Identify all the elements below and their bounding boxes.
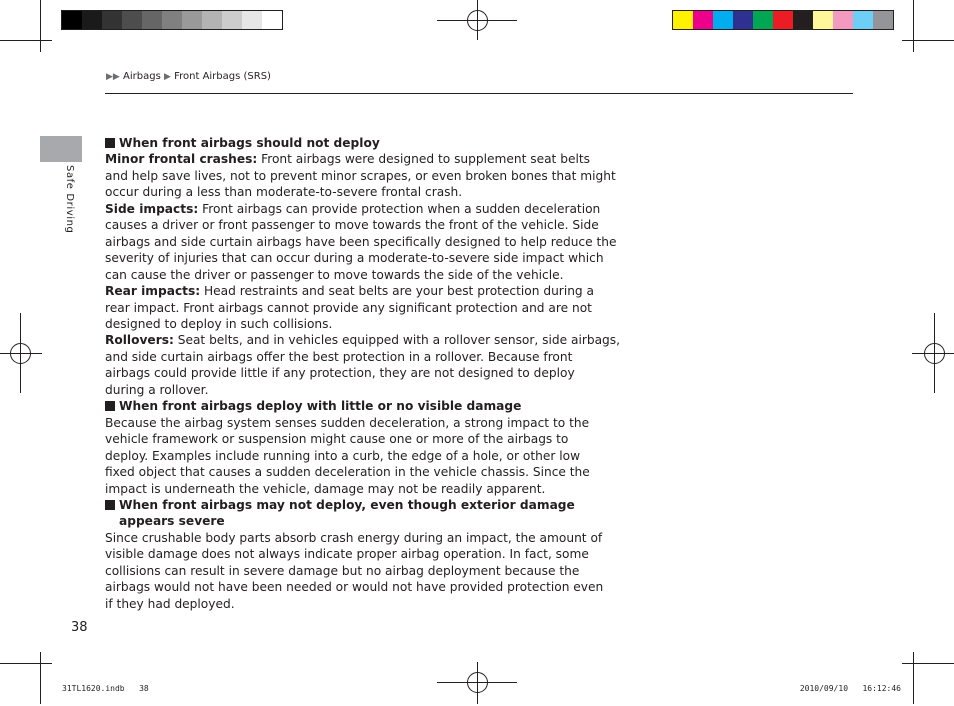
color-swatch (813, 11, 833, 29)
paragraph-line: Rear impacts: Head restraints and seat belts are your best protection during a (105, 284, 595, 299)
breadcrumb-level-2[interactable]: Front Airbags (SRS) (174, 71, 271, 82)
paragraph-line: Minor frontal crashes: Front airbags were designed to supplement seat belts (105, 152, 590, 167)
gray-swatch (142, 11, 162, 29)
section-heading-continued: appears severe (119, 514, 225, 529)
section-heading: When front airbags should not deploy (105, 135, 575, 151)
paragraph-line: airbags would not have been needed or would not have provided protection even (105, 580, 604, 595)
page-content (105, 135, 621, 612)
color-swatch (693, 11, 713, 29)
square-bullet-icon (105, 401, 115, 411)
breadcrumb-level-1[interactable]: Airbags (123, 71, 161, 82)
paragraph-line: impact is underneath the vehicle, damage may not be readily apparent. (105, 481, 546, 496)
color-swatch (773, 11, 793, 29)
color-swatch (673, 11, 693, 29)
breadcrumb (106, 71, 271, 82)
paragraph-line: fixed object that causes a sudden deceleration in the vehicle chassis. Since the (105, 465, 590, 480)
breadcrumb-arrow-icon: ▶▶ (106, 72, 120, 82)
gray-swatch (122, 11, 142, 29)
paragraph-line: Because the airbag system senses sudden deceleration, a strong impact to the (105, 415, 590, 430)
square-bullet-icon (105, 500, 115, 510)
paragraph-line: Since crushable body parts absorb crash energy during an impact, the amount of (105, 530, 603, 545)
paragraph-line: Side impacts: Front airbags can provide protection when a sudden deceleration (105, 201, 601, 216)
paragraph-line: vehicle framework or suspension might cause one or more of the airbags to (105, 432, 569, 447)
color-swatch (873, 11, 893, 29)
paragraph-line: causes a driver or front passenger to move towards the front of the vehicle. Side (105, 218, 599, 233)
registration-mark-top (437, 0, 517, 44)
registration-mark-bottom (437, 662, 517, 706)
paragraph-line: airbags could provide little if any protection, they are not designed to deploy (105, 366, 575, 381)
paragraph-line: and side curtain airbags offer the best protection in a rollover. Because front (105, 349, 573, 364)
gray-swatch (222, 11, 242, 29)
gray-swatch (162, 11, 182, 29)
section-heading: When front airbags deploy with little or no visible damage (105, 398, 575, 414)
color-swatch (753, 11, 773, 29)
print-slug-timestamp: 2010/09/10 16:12:46 (799, 684, 901, 693)
chapter-label: Safe Driving (64, 165, 75, 234)
square-bullet-icon (105, 138, 115, 148)
paragraph-line: rear impact. Front airbags cannot provide any significant protection and are not (105, 300, 592, 315)
registration-mark-right (912, 313, 954, 393)
paragraph-line: during a rollover. (105, 382, 209, 397)
gray-swatch (262, 11, 282, 29)
gray-swatch (202, 11, 222, 29)
color-swatch (733, 11, 753, 29)
gray-swatch (242, 11, 262, 29)
paragraph-line: visible damage does not always indicate proper airbag operation. In fact, some (105, 547, 589, 562)
chapter-tab (40, 136, 82, 162)
color-swatch (713, 11, 733, 29)
section-heading: When front airbags may not deploy, even though exterior damage (105, 497, 575, 513)
paragraph-line: designed to deploy in such collisions. (105, 316, 333, 331)
paragraph-line: severity of injuries that can occur during a moderate-to-severe side impact which (105, 251, 604, 266)
print-slug-file: 31TL1620.indb 38 (62, 684, 149, 693)
paragraph-line: Rollovers: Seat belts, and in vehicles equipped with a rollover sensor, side airbags, (105, 333, 621, 348)
color-swatch (853, 11, 873, 29)
gray-swatch (102, 11, 122, 29)
page-number: 38 (71, 620, 88, 635)
paragraph-line: if they had deployed. (105, 596, 235, 611)
paragraph-line: and help save lives, not to prevent minor scrapes, or even broken bones that might (105, 168, 616, 183)
paragraph-line: collisions can result in severe damage but no airbag deployment because the (105, 563, 580, 578)
paragraph-line: occur during a less than moderate-to-severe frontal crash. (105, 185, 463, 200)
gray-swatch (62, 11, 82, 29)
grayscale-color-bar (61, 10, 283, 30)
paragraph-line: can cause the driver or passenger to move towards the side of the vehicle. (105, 267, 564, 282)
paragraph-line: deploy. Examples include running into a curb, the edge of a hole, or other low (105, 448, 581, 463)
gray-swatch (182, 11, 202, 29)
registration-mark-left (0, 313, 44, 393)
breadcrumb-arrow-icon: ▶ (163, 72, 171, 82)
header-rule (105, 93, 853, 94)
paragraph-line: airbags and side curtain airbags have been specifically designed to help reduce the (105, 234, 617, 249)
gray-swatch (82, 11, 102, 29)
process-color-bar (672, 10, 894, 30)
color-swatch (793, 11, 813, 29)
color-swatch (833, 11, 853, 29)
